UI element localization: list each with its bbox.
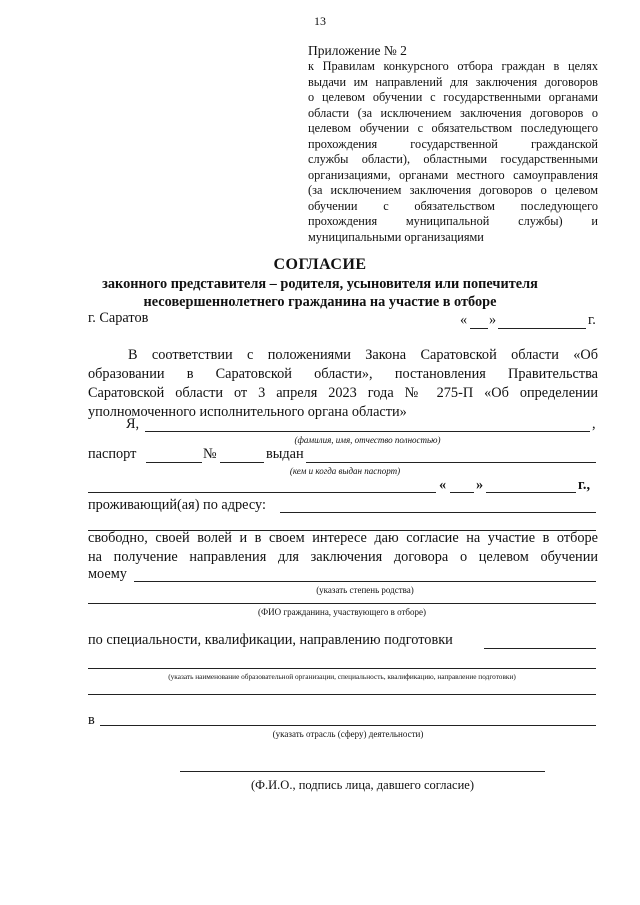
issue-date-month-field[interactable] [486,492,576,493]
hint-signature: (Ф.И.О., подпись лица, давшего согласие) [250,778,475,792]
passport-issuer-field[interactable] [88,492,436,493]
document-title: СОГЛАСИЕ [273,256,367,273]
consent-line: свободно, своей волей и в своем интересе даю согласие на участие в отборе [88,530,598,546]
document-subtitle: несовершеннолетнего гражданина на участие в отборе [143,294,497,310]
specialty-field[interactable] [484,648,596,649]
appendix-line: области (за исключением заключения договоров о [308,105,598,120]
hint-full-name: (фамилия, имя, отчество полностью) [294,435,441,445]
number-sign: № [203,446,217,462]
hint-kinship: (указать степень родства) [316,585,414,595]
appendix-title: Приложение № 2 [308,43,407,58]
appendix-line: (за исключением заключения договоров о целевом [308,183,598,197]
sphere-field[interactable] [100,725,596,726]
appendix-line: службы области), областными государственными [308,152,598,166]
intro-line: Саратовской области от 3 апреля 2023 года № 275-П «Об определении [88,385,598,401]
address-label: проживающий(ая) по адресу: [88,497,266,513]
passport-label: паспорт [88,446,137,462]
organization-field[interactable] [88,694,596,695]
intro-line: уполномоченного исполнительного органа области» [88,404,407,420]
appendix-line: о целевом обучении с государственными органами [308,90,598,104]
address-field[interactable] [280,512,596,513]
comma: , [592,416,596,432]
issued-label: выдан [266,446,304,462]
issue-date-quote-open: « [439,477,447,493]
date-month-field[interactable] [498,328,586,329]
date-quote-open: « [460,312,468,328]
appendix-line: муниципальными организациями [308,229,484,244]
passport-issued-field[interactable] [306,462,596,463]
consent-line: на получение направления для заключения договора о целевом обучении [88,549,598,565]
issue-date-year-suffix: г., [578,477,591,493]
page-number: 13 [314,14,326,28]
appendix-line: выдачи им направлений для заключения договоров [308,74,598,89]
appendix-line: организациями, органами местного самоуправления [308,167,598,182]
hint-participant-name: (ФИО гражданина, участвующего в отборе) [258,607,426,617]
ya-label: Я, [126,416,140,432]
appendix-line: прохождения муниципальной службы) и [308,214,598,228]
hint-organization: (указать наименование образовательной организации, специальность, квалификацию, направление подготовки) [168,672,516,681]
appendix-line: целевом обучении с обязательством последующего [308,121,598,135]
participant-name-field[interactable] [88,603,596,604]
passport-number-field[interactable] [220,462,264,463]
appendix-line: к Правилам конкурсного отбора граждан в целях [308,59,598,73]
hint-passport-issued: (кем и когда выдан паспорт) [289,466,401,476]
v-label: в [88,712,95,728]
specialty-field-continued[interactable] [88,668,596,669]
issue-date-day-field[interactable] [450,492,474,493]
passport-series-field[interactable] [146,462,202,463]
document-subtitle: законного представителя – родителя, усыновителя или попечителя [102,276,538,292]
appendix-line: обучении с обязательством последующего [308,198,598,213]
full-name-field[interactable] [145,431,590,432]
issue-date-quote-close: » [476,477,484,493]
signature-field[interactable] [180,771,545,772]
city-label: г. Саратов [88,310,149,326]
appendix-line: прохождения государственной гражданской [308,136,598,151]
hint-sphere: (указать отрасль (сферу) деятельности) [272,729,424,739]
moemu-label: моему [88,566,127,582]
appendix-block [308,42,598,245]
specialty-label: по специальности, квалификации, направлению подготовки [88,632,453,648]
kinship-field[interactable] [134,581,596,582]
date-year-suffix: г. [588,312,596,328]
date-quote-close: » [489,312,497,328]
intro-line: образовании в Саратовской области», постановления Правительства [88,366,598,382]
intro-line: В соответствии с положениями Закона Саратовской области «Об [128,347,598,363]
date-day-field[interactable] [470,328,488,329]
